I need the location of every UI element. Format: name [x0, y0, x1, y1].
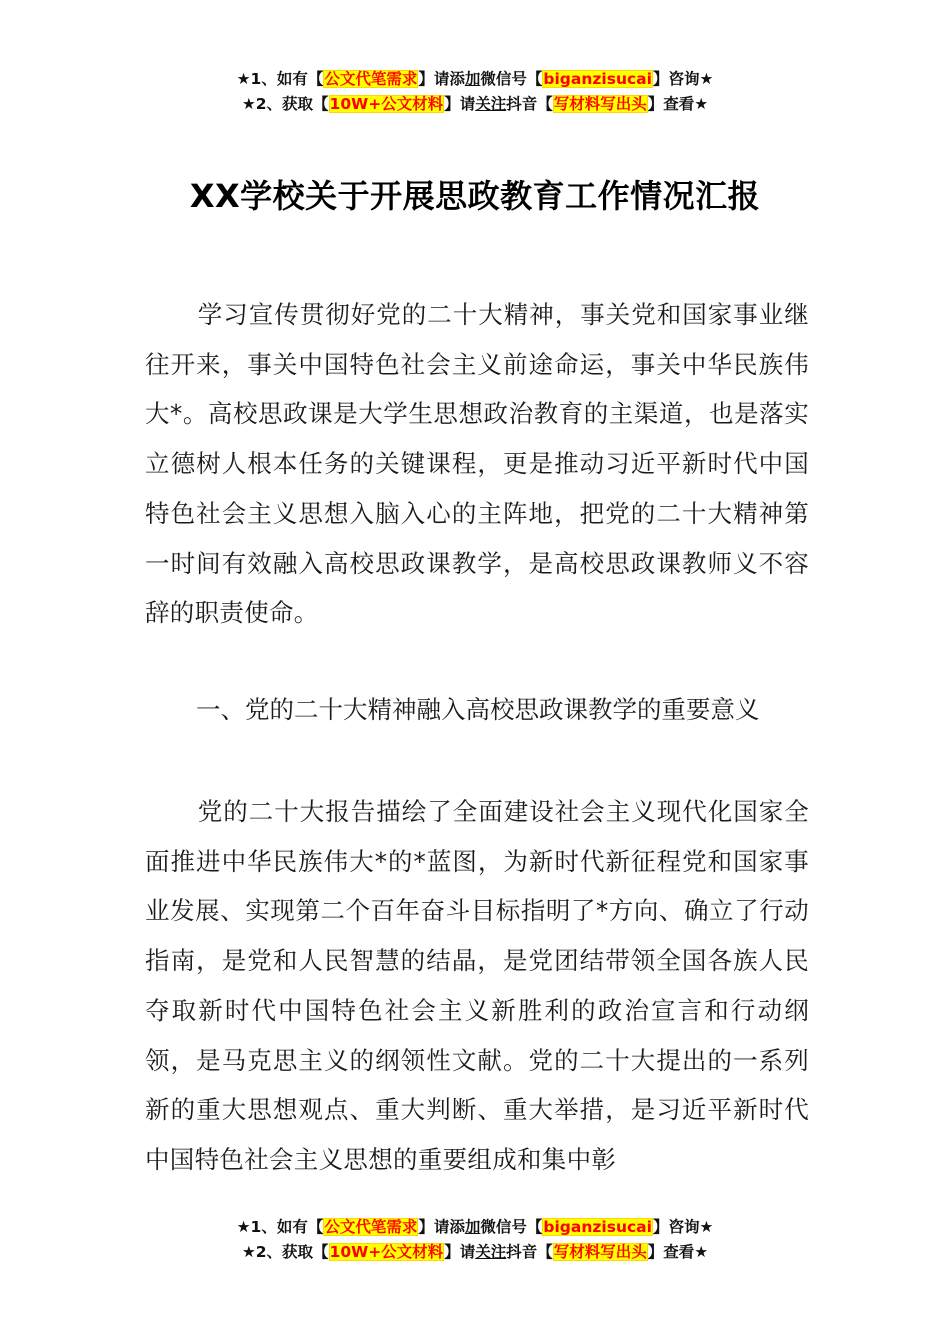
- douyin-id: 写材料写出头: [553, 95, 647, 113]
- ad-text: 微信号【: [480, 1218, 543, 1236]
- emphasis-text: 关注: [475, 1243, 507, 1261]
- highlight-text: 公文代笔需求: [324, 1218, 418, 1236]
- ad-line-1: [0, 67, 950, 92]
- section-heading-1: 一、党的二十大精神融入高校思政课教学的重要意义: [196, 695, 760, 724]
- ad-text: ★1、如有【: [236, 1218, 324, 1236]
- ad-line-2: [0, 92, 950, 117]
- body-paragraph-1: [145, 290, 809, 638]
- ad-text: 】查看★: [647, 1243, 709, 1261]
- ad-text: 】咨询★: [652, 70, 714, 88]
- emphasis-text: 加: [464, 70, 481, 88]
- body-paragraph-2: [145, 787, 809, 1185]
- header-ad-banner: [0, 67, 950, 117]
- ad-text: 】查看★: [647, 95, 709, 113]
- highlight-text: 10W+公文材料: [329, 1243, 444, 1261]
- highlight-text: 10W+公文材料: [329, 95, 444, 113]
- ad-text: 】请添: [418, 1218, 465, 1236]
- ad-text: 】请: [444, 1243, 476, 1261]
- paragraph-text: 党的二十大报告描绘了全面建设社会主义现代化国家全面推进中华民族伟大*的*蓝图，为新时代新征程党和国家事业发展、实现第二个百年奋斗目标指明了*方向、确立了行动指南，是党和人民智慧的结晶，是党团结带领全国各族人民夺取新时代中国特色社会主义新胜利的政治宣言和行动纲领，是马克思主义的纲领性文献。党的二十大提出的一系列新的重大思想观点、重大判断、重大举措，是习近平新时代中国特色社会主义思想的重要组成和集中彰: [145, 797, 809, 1174]
- douyin-id: 写材料写出头: [553, 1243, 647, 1261]
- ad-line-1: [0, 1215, 950, 1240]
- paragraph-text: 学习宣传贯彻好党的二十大精神，事关党和国家事业继往开来，事关中国特色社会主义前途命运，事关中华民族伟大*。高校思政课是大学生思想政治教育的主渠道，也是落实立德树人根本任务的关键课程，更是推动习近平新时代中国特色社会主义思想入脑入心的主阵地，把党的二十大精神第一时间有效融入高校思政课教学，是高校思政课教师义不容辞的职责使命。: [145, 300, 809, 628]
- ad-text: 抖音【: [506, 95, 553, 113]
- wechat-id: biganzisucai: [543, 70, 652, 88]
- ad-text: 】请: [444, 95, 476, 113]
- document-title: XX学校关于开展思政教育工作情况汇报: [189, 177, 761, 216]
- ad-text: ★2、获取【: [241, 1243, 329, 1261]
- ad-text: 抖音【: [506, 1243, 553, 1261]
- ad-text: ★1、如有【: [236, 70, 324, 88]
- footer-ad-banner: [0, 1215, 950, 1265]
- ad-line-2: [0, 1240, 950, 1265]
- highlight-text: 公文代笔需求: [324, 70, 418, 88]
- ad-text: ★2、获取【: [241, 95, 329, 113]
- ad-text: 微信号【: [480, 70, 543, 88]
- emphasis-text: 关注: [475, 95, 507, 113]
- emphasis-text: 加: [464, 1218, 481, 1236]
- wechat-id: biganzisucai: [543, 1218, 652, 1236]
- ad-text: 】咨询★: [652, 1218, 714, 1236]
- ad-text: 】请添: [418, 70, 465, 88]
